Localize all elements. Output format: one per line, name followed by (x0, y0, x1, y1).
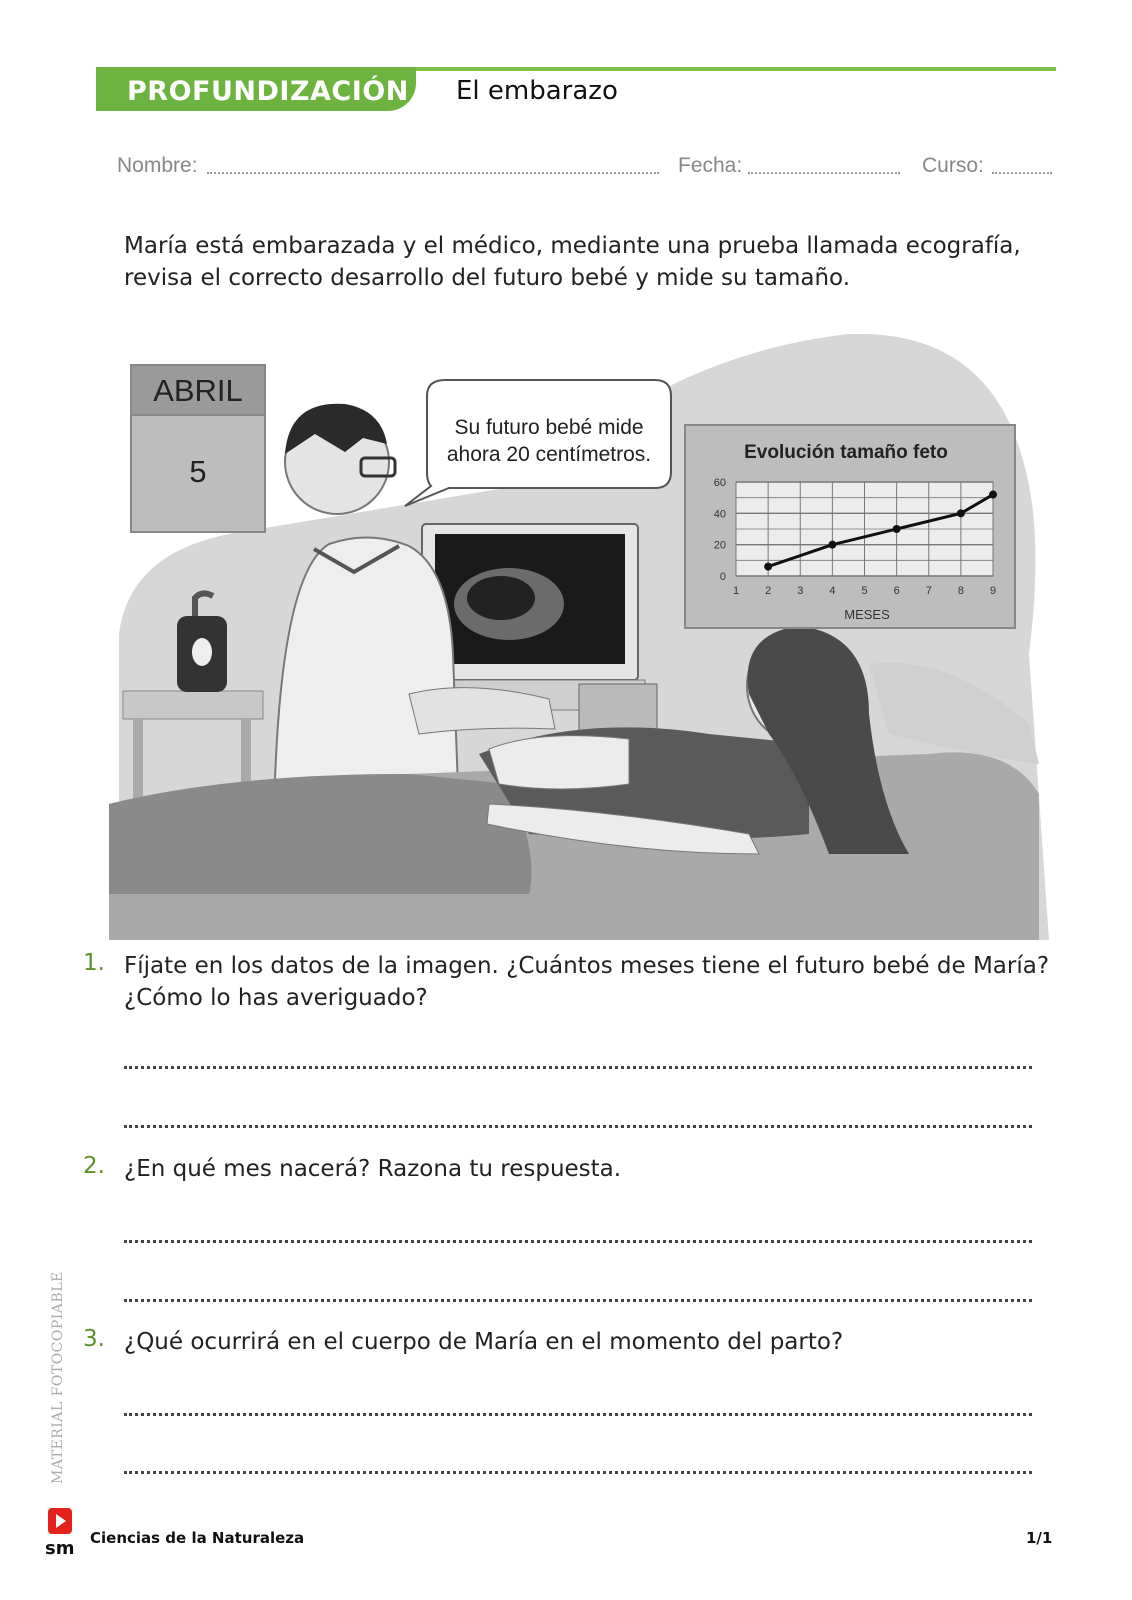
course-field[interactable] (992, 172, 1052, 174)
course-label: Curso: (922, 154, 984, 177)
chart-x-tick-label: 7 (925, 585, 932, 597)
worksheet-title: El embarazo (456, 76, 618, 106)
date-field[interactable] (748, 172, 900, 174)
section-label: PROFUNDIZACIÓN (127, 76, 409, 107)
answer-line[interactable] (124, 1066, 1032, 1069)
question-1-number: 1. (83, 950, 105, 976)
chart-x-axis-label: MESES (844, 607, 890, 622)
ultrasound-illustration (109, 334, 1049, 940)
growth-chart (685, 425, 1015, 628)
chart-x-tick-label: 9 (989, 585, 997, 597)
question-2-text: ¿En qué mes nacerá? Razona tu respuesta. (124, 1156, 622, 1182)
question-1-text (124, 950, 1054, 1014)
question-2-number: 2. (83, 1153, 105, 1179)
answer-line[interactable] (124, 1240, 1032, 1243)
chart-point (764, 563, 772, 571)
intro-paragraph: María está embarazada y el médico, mediante una prueba llamada ecografía, revisa el correcto desarrollo del futuro bebé y mide su tamaño. (124, 233, 1021, 291)
chart-x-tick-label: 2 (765, 585, 772, 597)
chart-y-tick-label: 60 (713, 477, 726, 489)
chart-y-tick-label: 40 (713, 508, 726, 521)
chart-title: Evolución tamaño feto (744, 442, 948, 463)
chart-x-tick-label: 3 (797, 585, 804, 597)
answer-line[interactable] (124, 1471, 1032, 1474)
chart-y-tick-label: 0 (719, 571, 726, 583)
speech-bubble (405, 380, 671, 506)
question-3-text: ¿Qué ocurrirá en el cuerpo de María en el momento del parto? (124, 1329, 844, 1355)
chart-x-tick-label: 1 (732, 585, 740, 597)
question-3-number: 3. (83, 1326, 105, 1352)
chart-point (957, 509, 965, 517)
chart-x-tick-label: 5 (861, 585, 868, 597)
answer-line[interactable] (124, 1299, 1032, 1302)
speech-line-1: Su futuro bebé mide (454, 416, 644, 439)
chart-x-tick-label: 8 (957, 585, 964, 597)
date-label: Fecha: (678, 154, 743, 177)
chart-point (828, 541, 836, 549)
calendar (131, 365, 265, 532)
footer-subject: Ciencias de la Naturaleza (90, 1529, 305, 1547)
name-field[interactable] (207, 172, 659, 174)
speech-line-2: ahora 20 centímetros. (446, 443, 652, 466)
answer-line[interactable] (124, 1413, 1032, 1416)
calendar-month: ABRIL (153, 373, 243, 408)
name-label: Nombre: (117, 154, 198, 177)
publisher-logo-text: sm (45, 1538, 75, 1559)
sidebar-note: MATERIAL FOTOCOPIABLE (50, 1271, 66, 1484)
chart-point (989, 491, 997, 499)
answer-line[interactable] (124, 1125, 1032, 1128)
publisher-logo-icon (48, 1508, 72, 1534)
calendar-day: 5 (189, 454, 207, 489)
question-1-line-2: ¿Cómo lo has averiguado? (124, 985, 428, 1011)
page-number: 1/1 (1026, 1529, 1053, 1547)
chart-x-tick-label: 4 (829, 585, 836, 597)
chart-x-tick-label: 6 (893, 585, 900, 597)
question-1-line-1: Fíjate en los datos de la imagen. ¿Cuántos meses tiene el futuro bebé de María? (124, 953, 1050, 979)
chart-point (893, 525, 901, 533)
chart-y-tick-label: 20 (713, 539, 726, 552)
